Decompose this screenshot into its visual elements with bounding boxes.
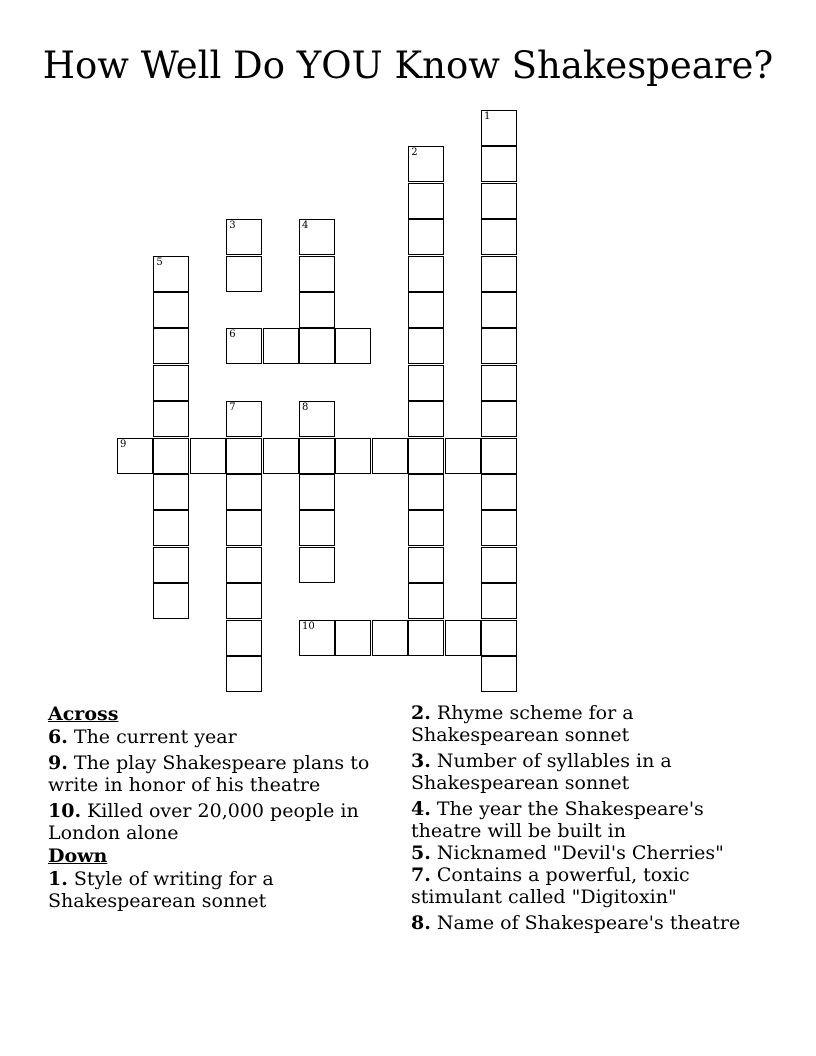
grid-cell[interactable] xyxy=(190,438,226,474)
grid-cell[interactable] xyxy=(153,256,189,292)
grid-cell[interactable] xyxy=(481,583,517,619)
clue-text: Style of writing for a Shakespearean sonnet xyxy=(48,868,274,912)
down-clue-5 xyxy=(411,842,761,864)
grid-cell[interactable] xyxy=(263,438,299,474)
clue-text: Rhyme scheme for a Shakespearean sonnet xyxy=(411,702,634,746)
grid-cell[interactable] xyxy=(481,474,517,510)
grid-cell[interactable] xyxy=(299,328,335,364)
grid-cell[interactable] xyxy=(481,219,517,255)
clue-text: The year the Shakespeare's theatre will be built in xyxy=(411,798,704,842)
grid-cell[interactable] xyxy=(226,438,262,474)
cell-number: 1 xyxy=(484,111,491,122)
down-clue-1 xyxy=(48,868,388,912)
grid-cell[interactable] xyxy=(408,365,444,401)
cell-number: 3 xyxy=(229,220,236,232)
grid-cell[interactable] xyxy=(481,110,517,146)
clue-number: 4. xyxy=(411,798,431,820)
grid-cell[interactable] xyxy=(153,547,189,583)
clue-text: Number of syllables in a Shakespearean sonnet xyxy=(411,750,672,794)
clue-number: 7. xyxy=(411,864,431,886)
grid-cell[interactable] xyxy=(481,256,517,292)
grid-cell[interactable] xyxy=(299,620,335,656)
grid-cell[interactable] xyxy=(153,365,189,401)
grid-cell[interactable] xyxy=(408,438,444,474)
grid-cell[interactable] xyxy=(226,474,262,510)
grid-cell[interactable] xyxy=(481,547,517,583)
grid-cell[interactable] xyxy=(408,256,444,292)
grid-cell[interactable] xyxy=(481,656,517,692)
grid-cell[interactable] xyxy=(153,583,189,619)
clue-number: 1. xyxy=(48,868,68,890)
down-clue-7 xyxy=(411,864,761,908)
grid-cell[interactable] xyxy=(408,620,444,656)
clue-text: Name of Shakespeare's theatre xyxy=(436,912,741,934)
clue-number: 5. xyxy=(411,842,431,864)
grid-cell[interactable] xyxy=(226,620,262,656)
cell-number: 2 xyxy=(411,147,418,159)
grid-cell[interactable] xyxy=(299,401,335,437)
grid-cell[interactable] xyxy=(299,510,335,546)
grid-cell[interactable] xyxy=(481,438,517,474)
cell-number: 5 xyxy=(156,256,163,268)
grid-cell[interactable] xyxy=(335,620,371,656)
grid-cell[interactable] xyxy=(481,620,517,656)
clues-right-column xyxy=(411,702,761,938)
grid-cell[interactable] xyxy=(153,328,189,364)
grid-cell[interactable] xyxy=(153,510,189,546)
clue-number: 3. xyxy=(411,750,431,772)
grid-cell[interactable] xyxy=(408,183,444,219)
grid-cell[interactable] xyxy=(481,401,517,437)
grid-cell[interactable] xyxy=(299,547,335,583)
across-clue-10 xyxy=(48,800,388,844)
grid-cell[interactable] xyxy=(226,219,262,255)
grid-cell[interactable] xyxy=(408,510,444,546)
grid-cell[interactable] xyxy=(226,583,262,619)
grid-cell[interactable] xyxy=(226,401,262,437)
grid-cell[interactable] xyxy=(226,510,262,546)
grid-cell[interactable] xyxy=(226,328,262,364)
cell-number: 7 xyxy=(229,402,236,414)
grid-cell[interactable] xyxy=(153,401,189,437)
clues-left-column xyxy=(48,702,388,916)
down-clue-3 xyxy=(411,750,761,794)
grid-cell[interactable] xyxy=(408,292,444,328)
grid-cell[interactable] xyxy=(481,328,517,364)
grid-cell[interactable] xyxy=(153,474,189,510)
grid-cell[interactable] xyxy=(226,547,262,583)
grid-cell[interactable] xyxy=(408,219,444,255)
clue-number: 6. xyxy=(48,726,68,748)
grid-cell[interactable] xyxy=(263,328,299,364)
clue-number: 8. xyxy=(411,912,431,934)
grid-cell[interactable] xyxy=(481,146,517,182)
clue-text: The play Shakespeare plans to write in honor of his theatre xyxy=(48,752,370,796)
cell-number: 9 xyxy=(120,438,127,450)
grid-cell[interactable] xyxy=(481,183,517,219)
grid-cell[interactable] xyxy=(226,656,262,692)
grid-cell[interactable] xyxy=(299,438,335,474)
clue-text: Contains a powerful, toxic stimulant called "Digitoxin" xyxy=(411,864,690,908)
grid-cell[interactable] xyxy=(372,620,408,656)
clue-number: 10. xyxy=(48,800,82,822)
grid-cell[interactable] xyxy=(481,292,517,328)
grid-cell[interactable] xyxy=(299,474,335,510)
grid-cell[interactable] xyxy=(153,292,189,328)
grid-cell[interactable] xyxy=(153,438,189,474)
cell-number: 6 xyxy=(229,329,236,341)
clue-text: The current year xyxy=(73,726,237,748)
down-clue-4 xyxy=(411,798,761,842)
clue-text: Killed over 20,000 people in London alone xyxy=(48,800,359,844)
grid-cell[interactable] xyxy=(481,365,517,401)
grid-cell[interactable] xyxy=(408,401,444,437)
grid-cell[interactable] xyxy=(408,583,444,619)
grid-cell[interactable] xyxy=(408,146,444,182)
grid-cell[interactable] xyxy=(299,219,335,255)
clue-text: Nicknamed "Devil's Cherries" xyxy=(436,842,724,864)
down-clue-8 xyxy=(411,912,761,934)
page-title: How Well Do YOU Know Shakespeare? xyxy=(42,44,774,87)
grid-cell[interactable] xyxy=(445,438,481,474)
grid-cell[interactable] xyxy=(335,438,371,474)
clue-number: 2. xyxy=(411,702,431,724)
cell-number: 4 xyxy=(302,220,309,232)
grid-cell[interactable] xyxy=(481,510,517,546)
grid-cell[interactable] xyxy=(226,256,262,292)
grid-cell[interactable] xyxy=(117,438,153,474)
across-clue-9 xyxy=(48,752,388,796)
grid-cell[interactable] xyxy=(408,474,444,510)
grid-cell[interactable] xyxy=(408,547,444,583)
across-heading: Across xyxy=(48,703,119,725)
across-clue-6 xyxy=(48,726,388,748)
grid-cell[interactable] xyxy=(299,292,335,328)
down-heading: Down xyxy=(48,845,108,867)
cell-number: 10 xyxy=(302,620,315,632)
cell-number: 8 xyxy=(302,402,309,414)
grid-cell[interactable] xyxy=(335,328,371,364)
grid-cell[interactable] xyxy=(372,438,408,474)
grid-cell[interactable] xyxy=(408,328,444,364)
grid-cell[interactable] xyxy=(445,620,481,656)
clue-number: 9. xyxy=(48,752,68,774)
down-clue-2 xyxy=(411,702,761,746)
grid-cell[interactable] xyxy=(299,256,335,292)
